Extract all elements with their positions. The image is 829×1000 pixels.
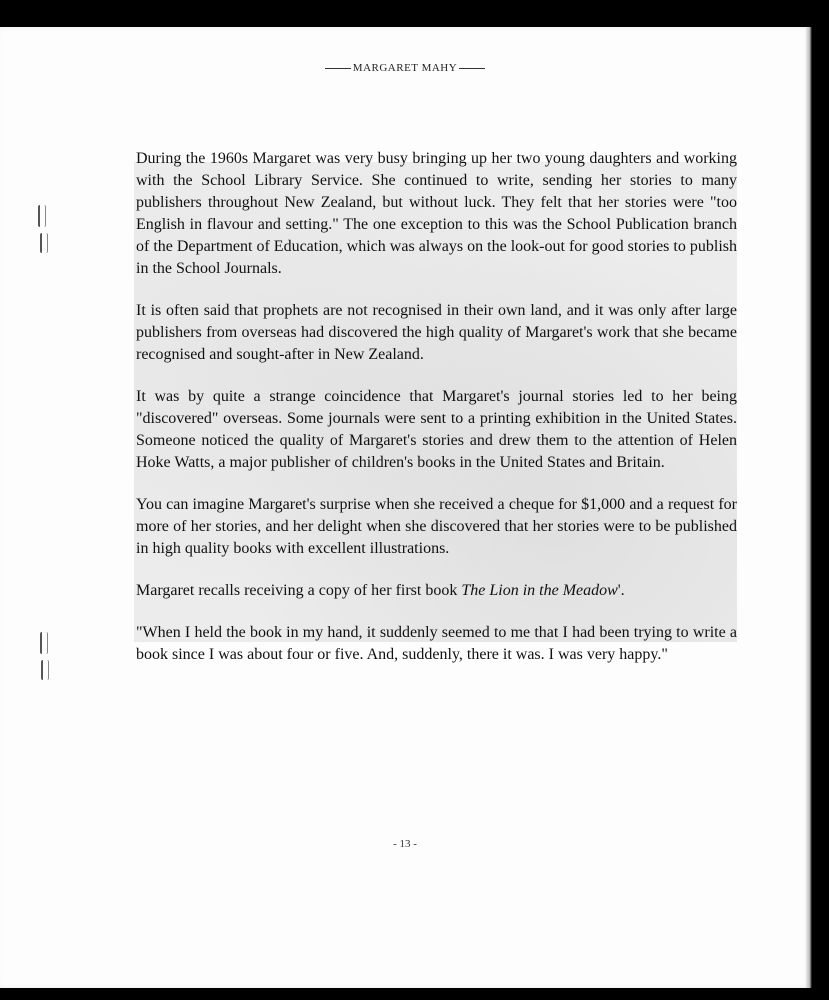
body-text	[136, 148, 737, 686]
running-header	[0, 62, 810, 74]
book-title: The Lion in the Meadow	[461, 582, 618, 599]
paragraph: It was by quite a strange coincidence that Margaret's journal stories led to her being "discovered" overseas. Some journals were sent to a printing exhibition in the United States. Someone noticed the quality of Margaret's stories and drew them to the attention of Helen Hoke Watts, a major publisher of children's books in the United States and Britain.	[136, 388, 737, 471]
paragraph: It is often said that prophets are not recognised in their own land, and it was only after large publishers from overseas had discovered the high quality of Margaret's work that she became recognised and sought-after in New Zealand.	[136, 302, 737, 363]
paragraph: During the 1960s Margaret was very busy bringing up her two young daughters and working with the School Library Service. She continued to write, sending her stories to many publishers throughout New Zealand, but without luck. They felt that her stories were "too English in flavour and setting." The one exception to this was the School Publication branch of the Department of Education, which was always on the look-out for good stories to publish in the School Journals.	[136, 150, 737, 277]
first-book-intro: Margaret recalls receiving a copy of her first book	[136, 582, 462, 599]
paragraph: You can imagine Margaret's surprise when she received a cheque for $1,000 and a request for more of her stories, and her delight when she discovered that her stories were to be published in high quality books with excellent illustrations.	[136, 496, 737, 557]
page-number: - 13 -	[393, 838, 417, 850]
first-book-paragraph	[136, 580, 737, 602]
quote-paragraph: "When I held the book in my hand, it suddenly seemed to me that I had been trying to write a book since I was about four or five. And, suddenly, there it was. I was very happy."	[136, 624, 737, 663]
first-book-closing: '.	[617, 582, 625, 599]
binding-staple-bottom-lower	[41, 660, 49, 680]
binding-staple-top-lower	[40, 233, 48, 253]
header-rule-right	[459, 68, 485, 69]
binding-staple-bottom	[40, 632, 48, 654]
binding-staple-top	[38, 205, 46, 227]
header-rule-left	[325, 68, 351, 69]
running-title: MARGARET MAHY	[352, 62, 458, 74]
